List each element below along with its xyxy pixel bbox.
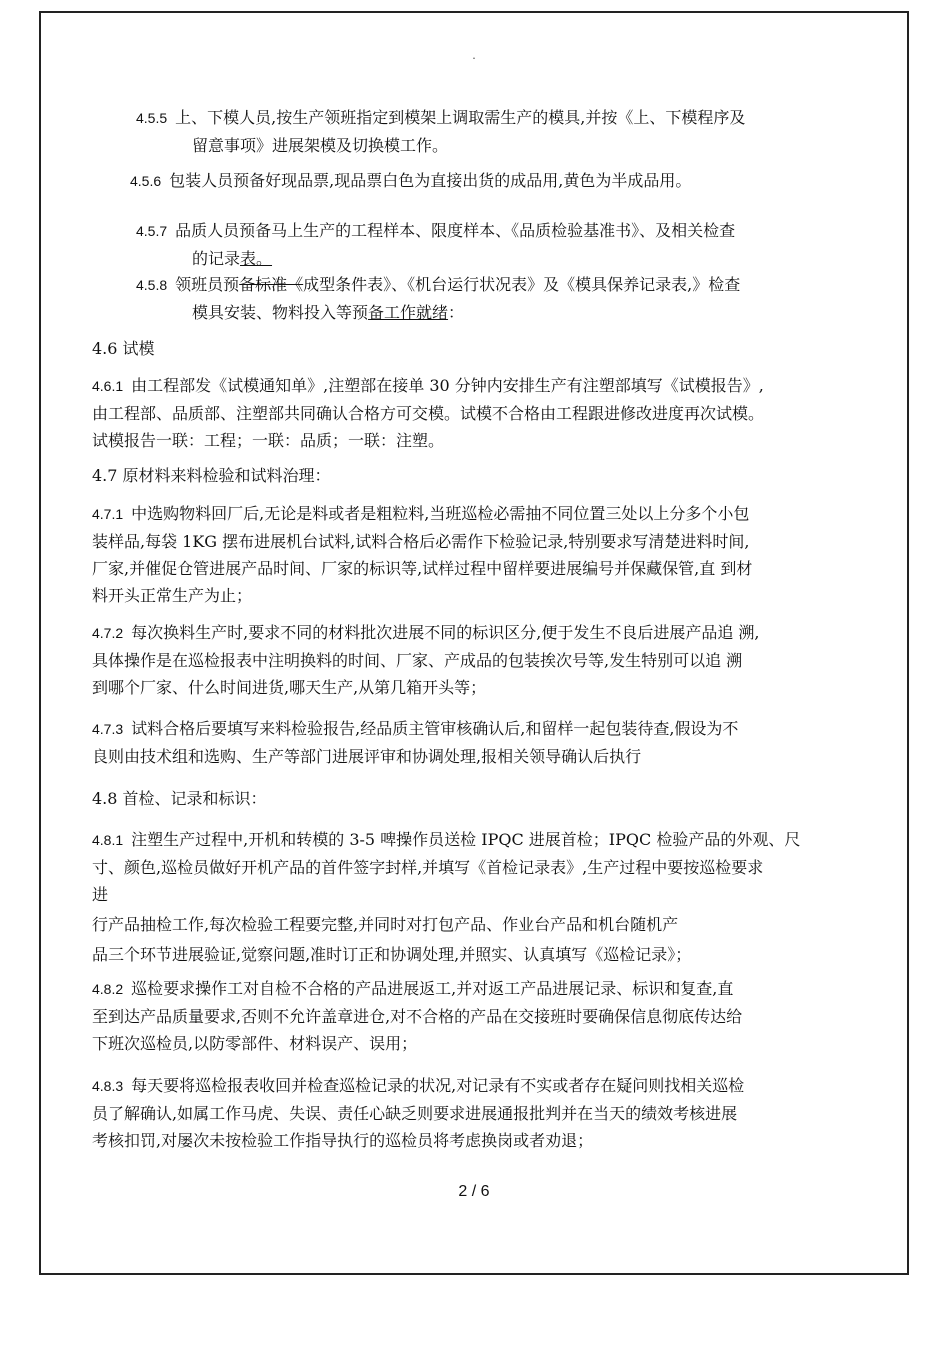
heading-4-8: 4.8 首检、记录和标识： xyxy=(92,789,267,808)
document-page xyxy=(39,11,909,1275)
section-4-6-1: 4.6.1 由工程部发《试模通知单》,注塑部在接单 30 分钟内安排生产有注塑部填写《试模报告》, 由工程部、品质部、注塑部共同确认合格方可交模。试模不合格由工程跟进修改进度再次试模。 试模报告一联：工程；一联：品质；一联：注塑。 xyxy=(92,376,765,450)
heading-4-7: 4.7 原材料来料检验和试料治理： xyxy=(92,466,331,485)
section-4-8-1: 4.8.1 注塑生产过程中,开机和转模的 3-5 啤操作员送检 IPQC 进展首检；IPQC 检验产品的外观、尺 寸、颜色,巡检员做好开机产品的首件签字封样,并填写《首检记录表》,生产过程中要按巡检要求 进 行产品抽检工作,每次检验工程要完整,并同时对打包产品、作业台产品和机台随机产 品三个环节进展验证,觉察问题,准时订正和协调处理,并照实、认真填写《巡检记录》； xyxy=(92,830,801,964)
section-4-5-7: 4.5.7 品质人员预备马上生产的工程样本、限度样本、《品质检验基准书》、及相关检查 的记录表。 xyxy=(136,221,736,268)
section-4-7-2: 4.7.2 每次换料生产时,要求不同的材料批次进展不同的标识区分,便于发生不良后进展产品追 溯, 具体操作是在巡检报表中注明换料的时间、厂家、产成品的包装挨次号等,发生特别可以追 溯 到哪个厂家、什么时间进货,哪天生产,从第几箱开头等； xyxy=(92,623,760,697)
section-4-5-5: 4.5.5 上、下模人员,按生产领班指定到模架上调取需生产的模具,并按《上、下模程序及 留意事项》进展架模及切换模工作。 xyxy=(136,108,746,155)
page-number: 2 / 6 xyxy=(458,1183,490,1200)
section-4-8-3: 4.8.3 每天要将巡检报表收回并检查巡检记录的状况,对记录有不实或者存在疑问则找相关巡检 员了解确认,如属工作马虎、失误、责任心缺乏则要求进展通报批判并在当天的绩效考核进展 考核扣罚,对屡次未按检验工作指导执行的巡检员将考虑换岗或者劝退； xyxy=(92,1076,745,1150)
section-4-7-3: 4.7.3 试料合格后要填写来料检验报告,经品质主管审核确认后,和留样一起包装待查,假设为不 良则由技术组和选购、生产等部门进展评审和协调处理,报相关领导确认后执行 xyxy=(92,719,739,766)
section-4-8-2: 4.8.2 巡检要求操作工对自检不合格的产品进展返工,并对返工产品进展记录、标识和复查,直 至到达产品质量要求,否则不允许盖章进仓,对不合格的产品在交接班时要确保信息彻底传达给 下班次巡检员,以防零部件、材料误产、误用； xyxy=(92,979,743,1053)
section-4-5-8: 4.5.8 领班员预备标准《成型条件表》、《机台运行状况表》及《模具保养记录表,》检查 模具安装、物料投入等预备工作就绪： xyxy=(136,275,741,322)
section-4-7-1: 4.7.1 中选购物料回厂后,无论是料或者是粗粒料,当班巡检必需抽不同位置三处以上分多个小包 装样品,每袋 1KG 摆布进展机台试料,试料合格后必需作下检验记录,特别要求写清楚进料时间, 厂家,并催促仓管进展产品时间、厂家的标识等,试样过程中留样要进展编号并保藏保管,直 到材 料开头正常生产为止； xyxy=(92,504,753,605)
header-dot: . xyxy=(472,49,476,62)
section-4-5-6: 4.5.6 包装人员预备好现品票,现品票白色为直接出货的成品用,黄色为半成品用。 xyxy=(130,171,692,190)
heading-4-6: 4.6 试模 xyxy=(92,339,155,358)
